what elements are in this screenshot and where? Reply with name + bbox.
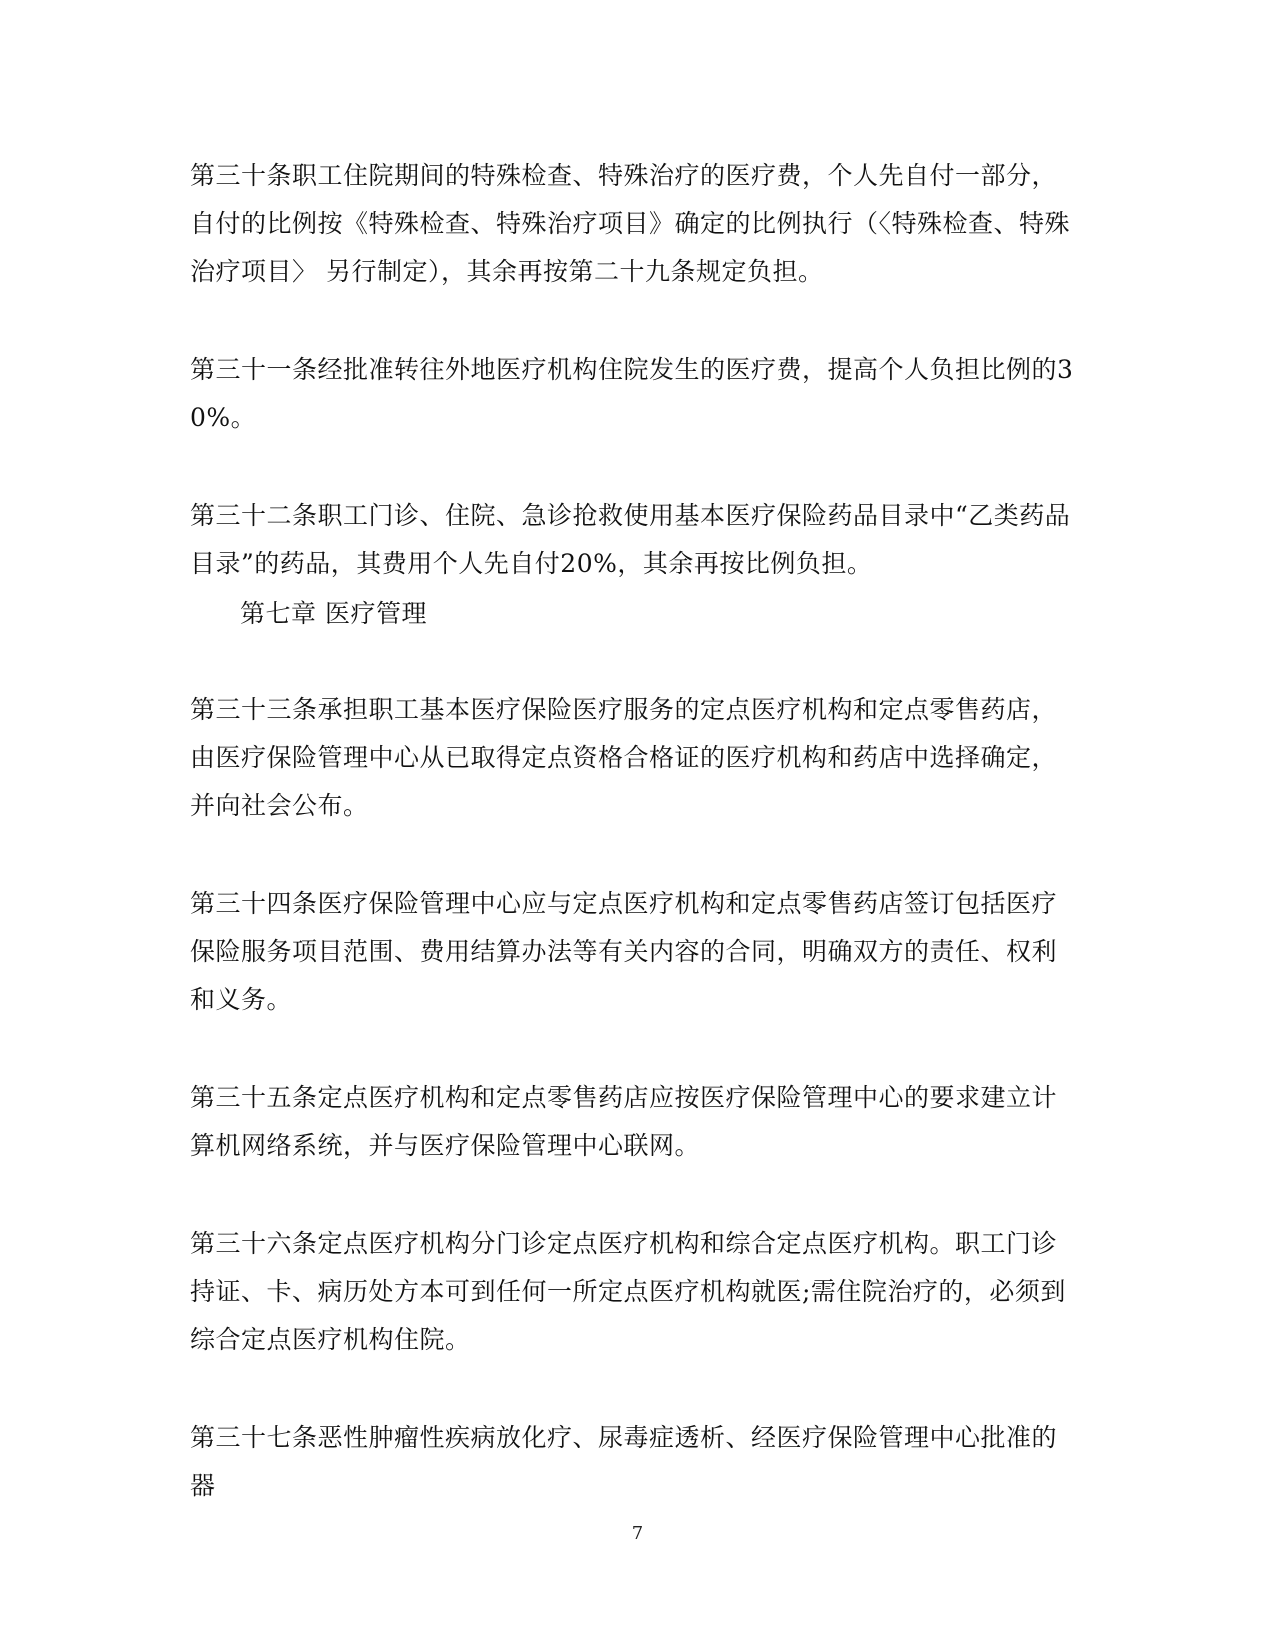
page-number: 7	[631, 1523, 644, 1544]
article-30: 第三十条职工住院期间的特殊检查、特殊治疗的医疗费，个人先自付一部分，自付的比例按《特殊检查、特殊治疗项目》确定的比例执行（〈特殊检查、特殊治疗项目〉 另行制定），其余再按第二十九条规定负担。	[190, 161, 1071, 286]
article-33: 第三十三条承担职工基本医疗保险医疗服务的定点医疗机构和定点零售药店，由医疗保险管理中心从已取得定点资格合格证的医疗机构和药店中选择确定，并向社会公布。	[190, 695, 1058, 820]
article-34: 第三十四条医疗保险管理中心应与定点医疗机构和定点零售药店签订包括医疗保险服务项目范围、费用结算办法等有关内容的合同，明确双方的责任、权利和义务。	[190, 889, 1058, 1014]
document-body	[190, 152, 1080, 1560]
article-36: 第三十六条定点医疗机构分门诊定点医疗机构和综合定点医疗机构。职工门诊持证、卡、病历处方本可到任何一所定点医疗机构就医;需住院治疗的，必须到综合定点医疗机构住院。	[190, 1229, 1066, 1354]
article-32: 第三十二条职工门诊、住院、急诊抢救使用基本医疗保险药品目录中“乙类药品目录”的药品，其费用个人先自付20%，其余再按比例负担。	[190, 501, 1071, 578]
chapter-heading: 第七章 医疗管理	[240, 599, 427, 628]
article-35: 第三十五条定点医疗机构和定点零售药店应按医疗保险管理中心的要求建立计算机网络系统，并与医疗保险管理中心联网。	[190, 1083, 1058, 1160]
article-37: 第三十七条恶性肿瘤性疾病放化疗、尿毒症透析、经医疗保险管理中心批准的器	[190, 1423, 1058, 1500]
article-31: 第三十一条经批准转往外地医疗机构住院发生的医疗费，提高个人负担比例的30%。	[190, 355, 1074, 432]
